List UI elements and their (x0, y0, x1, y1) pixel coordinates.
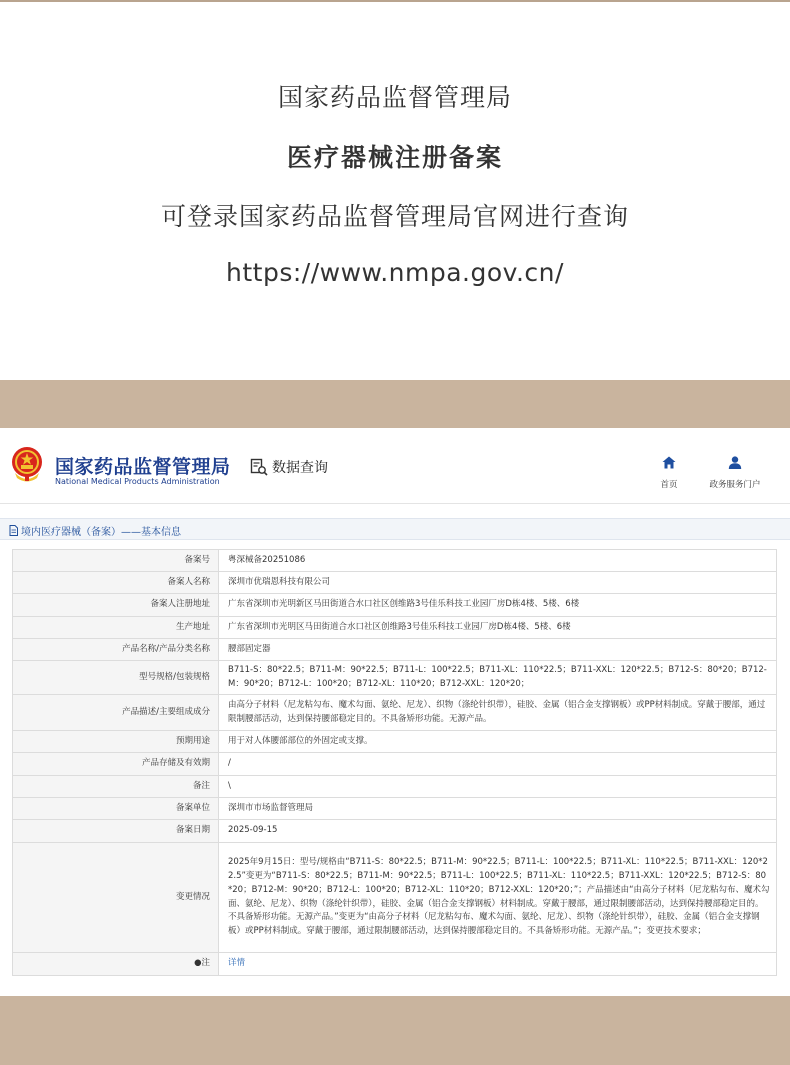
row-value: / (219, 753, 777, 776)
top-divider (0, 0, 790, 2)
document-icon (9, 525, 18, 536)
row-key: 预期用途 (13, 731, 219, 753)
nmpa-screenshot (0, 428, 790, 996)
data-query-link[interactable] (250, 457, 328, 477)
intro-line-instruction: 可登录国家药品监督管理局官网进行查询 (160, 202, 629, 231)
nav-home-label: 首页 (660, 480, 678, 490)
nav-home[interactable] (655, 454, 683, 490)
row-value: \ (219, 776, 777, 798)
row-value: 由高分子材料（尼龙粘勾布、魔术勾面、氨纶、尼龙）、织物（涤纶针织带），硅胶、金属（铝合金支撑钢板）或PP材料制成。穿戴于腰部，通过限制腰部活动，达到保持腰部稳定目的。不具备矫形功能。无源产品。 (219, 695, 777, 731)
row-value: B711-S：80*22.5；B711-M：90*22.5；B711-L：100*22.5；B711-XL：110*22.5；B711-XXL：120*22.5；B712-S：80*20；B712-M：90*20；B712-L：100*20；B712-XL：110*20；B712-XXL：120*20； (219, 661, 777, 695)
record-detail-table (12, 549, 777, 976)
table-row (13, 843, 777, 953)
row-value: 深圳市市场监督管理局 (219, 798, 777, 820)
details-link[interactable]: 详情 (228, 958, 246, 969)
row-key: 备案号 (13, 550, 219, 572)
row-value: 广东省深圳市光明区马田街道合水口社区创维路3号佳乐科技工业园厂房D栋4楼、5楼、6楼 (219, 617, 777, 639)
row-value: 深圳市优瑞恩科技有限公司 (219, 572, 777, 594)
user-icon (728, 456, 742, 469)
row-key: 生产地址 (13, 617, 219, 639)
table-row (13, 731, 777, 753)
table-row (13, 661, 777, 695)
row-key: 备案人名称 (13, 572, 219, 594)
intro-line-title: 医疗器械注册备案 (286, 143, 503, 172)
table-row (13, 776, 777, 798)
row-value: 2025年9月15日：型号/规格由“B711-S：80*22.5；B711-M：90*22.5；B711-L：100*22.5；B711-XL：110*22.5；B711-XXL：120*22.5”变更为“B711-S：80*22.5；B711-M：90*22.5；B711-L：100*22.5；B711-XL：110*22.5；B711-XXL：120*22.5；B712-S：80*20；B712-M：90*20；B712-L：100*20；B712-XL：110*20；B712-XXL：120*20；”；产品描述由“由高分子材料（尼龙粘勾布、魔术勾面、氨纶、尼龙）、织物（涤纶针织带），硅胶、金属（铝合金支撑钢板）材料制成。穿戴于腰部，通过限制腰部活动，达到保持腰部稳定目的。不具备矫形功能。无源产品。”变更为“由高分子材料（尼龙粘勾布、魔术勾面、氨纶、尼龙）、织物（涤纶针织带），硅胶、金属（铝合金支撑钢板）或PP材料制成。穿戴于腰部，通过限制腰部活动，达到保持腰部稳定目的。不具备矫形功能。无源产品。”；变更技术要求； (219, 843, 777, 953)
data-query-label: 数据查询 (272, 460, 328, 476)
row-key: 备案单位 (13, 798, 219, 820)
row-value (219, 953, 777, 976)
row-key: 备注 (13, 776, 219, 798)
breadcrumb (0, 518, 790, 540)
intro-section (0, 0, 790, 380)
org-name-en: National Medical Products Administration (55, 477, 220, 486)
breadcrumb-text: 境内医疗器械（备案）——基本信息 (21, 527, 181, 538)
row-key: 备案日期 (13, 820, 219, 843)
table-row (13, 594, 777, 617)
table-row (13, 572, 777, 594)
decorative-band-bottom (0, 996, 790, 1065)
row-value: 2025-09-15 (219, 820, 777, 843)
row-value: 用于对人体腰部部位的外固定或支撑。 (219, 731, 777, 753)
site-header (0, 428, 790, 504)
data-search-icon (250, 458, 268, 476)
table-row (13, 798, 777, 820)
table-row (13, 550, 777, 572)
national-emblem-icon (10, 445, 44, 483)
breadcrumb-inner (9, 523, 181, 538)
table-row (13, 695, 777, 731)
nav-gov-portal[interactable] (704, 454, 766, 490)
decorative-band-top (0, 380, 790, 428)
table-row (13, 617, 777, 639)
home-icon (662, 456, 676, 469)
row-key: 产品存储及有效期 (13, 753, 219, 776)
intro-line-url: https://www.nmpa.gov.cn/ (226, 258, 564, 287)
row-key: 型号规格/包装规格 (13, 661, 219, 695)
table-row (13, 639, 777, 661)
row-value: 广东省深圳市光明新区马田街道合水口社区创维路3号佳乐科技工业园厂房D栋4楼、5楼、6楼 (219, 594, 777, 617)
table-row (13, 753, 777, 776)
row-key: 产品描述/主要组成成分 (13, 695, 219, 731)
org-name-cn: 国家药品监督管理局 (55, 456, 231, 478)
row-key: 备案人注册地址 (13, 594, 219, 617)
row-key: 产品名称/产品分类名称 (13, 639, 219, 661)
table-row (13, 953, 777, 976)
row-key: 变更情况 (13, 843, 219, 953)
intro-line-agency: 国家药品监督管理局 (277, 83, 512, 112)
row-value: 粤深械备20251086 (219, 550, 777, 572)
table-row (13, 820, 777, 843)
row-value: 腰部固定器 (219, 639, 777, 661)
row-key: ●注 (13, 953, 219, 976)
nav-gov-portal-label: 政务服务门户 (709, 480, 761, 490)
